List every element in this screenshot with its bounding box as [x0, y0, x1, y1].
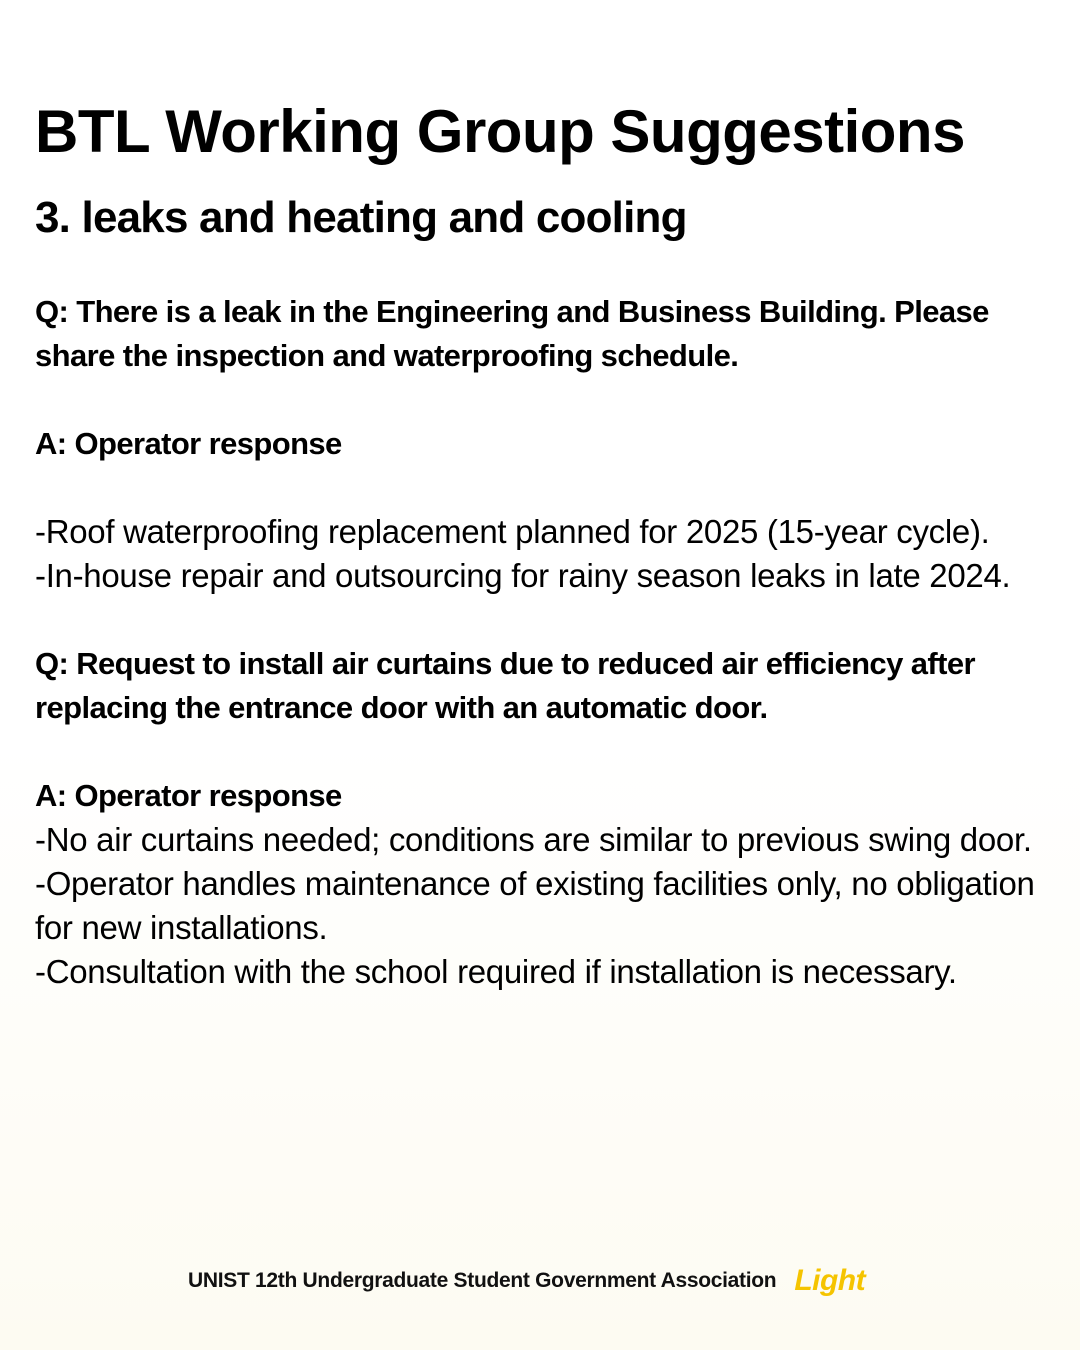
- document-body: [35, 96, 1065, 994]
- qa-block-1: [35, 290, 1065, 598]
- light-logo: Light: [794, 1264, 866, 1297]
- question-1: Q: There is a leak in the Engineering and Business Building. Please share the inspection and waterproofing schedule.: [35, 294, 989, 373]
- page-title: BTL Working Group Suggestions: [35, 98, 965, 165]
- answer-1-line-1: -Roof waterproofing replacement planned for 2025 (15-year cycle).: [35, 513, 990, 550]
- answer-2-line-2: -Operator handles maintenance of existing facilities only, no obligation for new installations.: [35, 865, 1035, 946]
- footer-organization: UNIST 12th Undergraduate Student Government Association: [188, 1269, 777, 1292]
- answer-heading-2: A: Operator response: [35, 778, 342, 813]
- answer-1-line-2: -In-house repair and outsourcing for rainy season leaks in late 2024.: [35, 557, 1011, 594]
- qa-block-2: [35, 642, 1065, 994]
- answer-heading-1: A: Operator response: [35, 426, 342, 461]
- answer-2-line-3: -Consultation with the school required if installation is necessary.: [35, 953, 957, 990]
- question-2: Q: Request to install air curtains due to reduced air efficiency after replacing the entrance door with an automatic door.: [35, 646, 975, 725]
- answer-2-line-1: -No air curtains needed; conditions are similar to previous swing door.: [35, 821, 1032, 858]
- section-subtitle: 3. leaks and heating and cooling: [35, 193, 687, 242]
- footer: [188, 1266, 865, 1296]
